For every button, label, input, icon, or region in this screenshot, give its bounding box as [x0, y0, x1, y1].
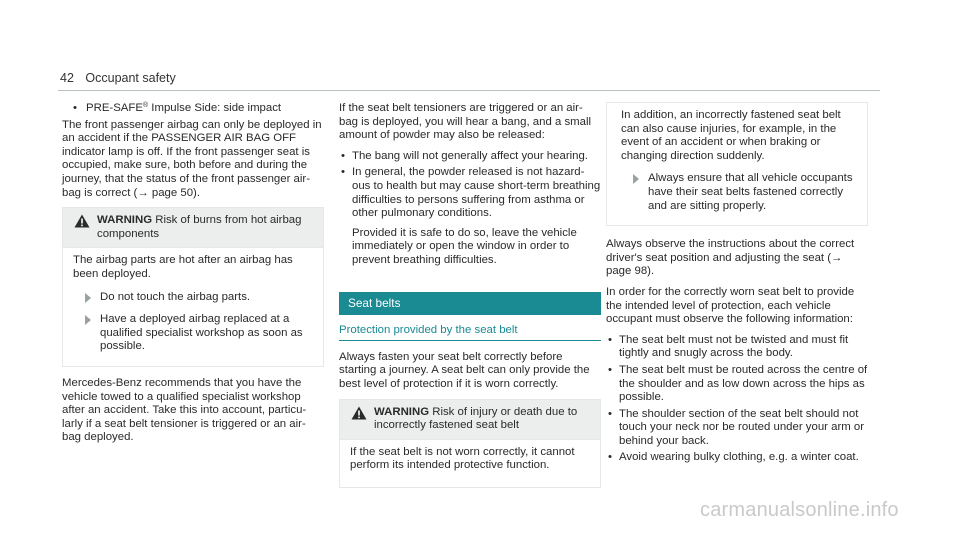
page-number: 42: [60, 71, 74, 85]
section-heading: Seat belts: [339, 292, 601, 316]
bullet-dot-icon: •: [608, 333, 612, 346]
column-3: [606, 102, 868, 468]
list-item: • The shoulder section of the seat belt should not touch your neck nor be routed under your arm or behind your back.: [608, 407, 865, 447]
bullet-dot-icon: •: [73, 102, 77, 114]
instruction-step: Always ensure that all vehicle occupants have their seat belts fastened correctly and are sitting properly.: [621, 172, 857, 213]
paragraph: Mercedes-Benz recommends that you have the vehicle towed to a qualified specialist workshop after an accident. Take this into account, particu-larly if a seat belt tensioner is triggered or an air-bag deployed.: [62, 376, 307, 444]
warning-continuation: In addition, an incorrectly fastened seat belt can also cause injuries, for example, in the event of an accident or when braking or changing direction suddenly. Always ensure that all vehicle occupants have their seat belts fastened correctly and are sitting properly.: [606, 102, 868, 226]
column-2: [339, 102, 601, 498]
step-arrow-icon: [85, 293, 91, 303]
warning-triangle-icon: [74, 214, 90, 228]
bullet-dot-icon: •: [341, 166, 345, 179]
column-1: [62, 102, 324, 452]
paragraph: The front passenger airbag can only be deployed in an accident if the PASSENGER AIR BAG OFF indicator lamp is off. If the front passenger seat is occupied, make sure, both before and during the journey, that the status of the front passenger air-bag is correct (→ page 50).: [62, 118, 322, 199]
paragraph: Always fasten your seat belt correctly before starting a journey. A seat belt can only provide the best level of protection if it is worn correctly.: [339, 350, 590, 390]
warning-body: If the seat belt is not worn correctly, it cannot perform its intended protective function.: [340, 439, 600, 487]
paragraph: In order for the correctly worn seat belt to provide the intended level of protection, each vehicle occupant must observe the following information:: [606, 285, 855, 326]
paragraph: If the seat belt tensioners are triggered or an air-bag is deployed, you will hear a bang, and a small amount of powder may also be released:: [339, 102, 592, 142]
watermark: carmanualsonline.info: [700, 499, 899, 521]
bullet-dot-icon: •: [341, 149, 345, 162]
warning-box: [339, 399, 601, 488]
warning-header: WARNING Risk of injury or death due to incorrectly fastened seat belt: [340, 400, 600, 439]
paragraph: Provided it is safe to do so, leave the vehicle immediately or open the window in order to prevent breathing difficulties.: [352, 226, 577, 266]
list-item: • The seat belt must be routed across the centre of the shoulder and as low down across the hips as possible.: [608, 363, 868, 404]
subsection-heading: Protection provided by the seat belt: [339, 324, 601, 341]
section-title: Occupant safety: [85, 71, 176, 85]
bullet-dot-icon: •: [608, 451, 612, 464]
list-item: • The seat belt must not be twisted and must fit tightly and snugly across the body.: [608, 333, 849, 360]
warning-body: The airbag parts are hot after an airbag has been deployed. Do not touch the airbag parts. Have a deployed airbag replaced at a qualified specialist workshop as soon as possible.: [63, 247, 323, 366]
warning-header: WARNING Risk of burns from hot airbag components: [63, 208, 323, 247]
paragraph: Always observe the instructions about the correct driver's seat position and adjusting the seat (→ page 98).: [606, 238, 855, 278]
step-arrow-icon: [633, 174, 639, 184]
warning-box: [62, 207, 324, 367]
step-arrow-icon: [85, 315, 91, 325]
header-rule: [58, 90, 880, 91]
list-item: • Avoid wearing bulky clothing, e.g. a winter coat.: [608, 451, 859, 464]
list-item: • The bang will not generally affect your hearing.: [341, 149, 588, 162]
warning-triangle-icon: [351, 406, 367, 420]
bullet-dot-icon: •: [608, 407, 612, 420]
instruction-step: Have a deployed airbag replaced at a qualified specialist workshop as soon as possible.: [73, 313, 313, 354]
page-header: [60, 72, 176, 86]
instruction-step: Do not touch the airbag parts.: [73, 291, 313, 305]
list-item: • PRE-SAFE® Impulse Side: side impact: [73, 102, 282, 114]
bullet-dot-icon: •: [608, 363, 612, 376]
list-item: • In general, the powder released is not hazard-ous to health but may cause short-term breathing difficulties to persons suffering from asthma or other pulmonary conditions. Provided it is safe to do so, leave the vehicle immediately or open the window in order to prevent breathing difficulties.: [341, 166, 601, 266]
